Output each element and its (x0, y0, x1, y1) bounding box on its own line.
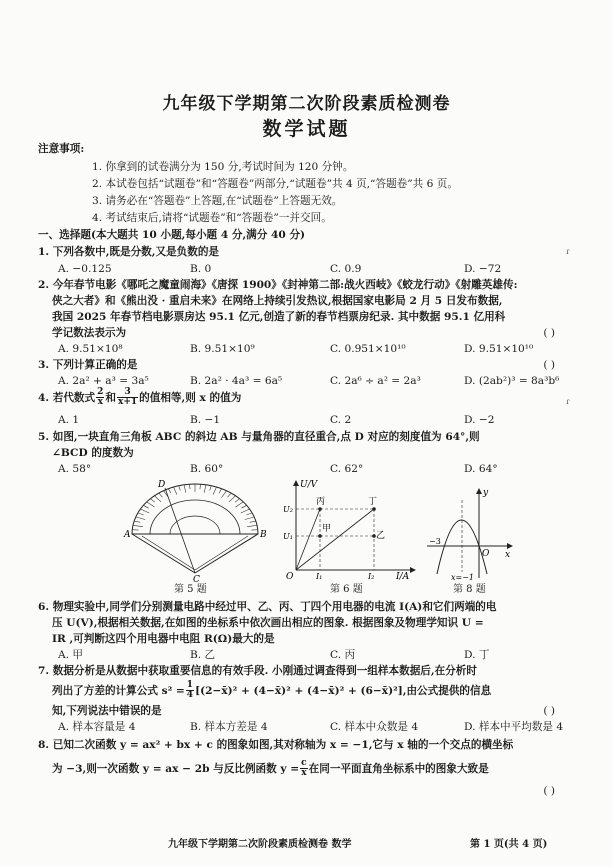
option-a: A. 58° (58, 463, 92, 475)
fraction (117, 388, 138, 408)
protractor-tick (184, 485, 186, 493)
protractor-tick (168, 489, 171, 494)
question-4-stem (38, 388, 241, 408)
option-d: D. −2 (464, 414, 495, 426)
option-b: B. 乙 (190, 649, 216, 661)
option-c: C. 0.9 (330, 263, 362, 275)
question-8-line (52, 759, 489, 779)
page-title: 九年级下学期第二次阶段素质检测卷 (162, 94, 451, 114)
option-d: D. 丁 (464, 649, 490, 661)
variance-formula: [(2−x̄)² + (4−x̄)² + (4−x̄)² + (6−x̄)²] (195, 684, 403, 697)
protractor-tick (221, 491, 226, 498)
q4-text: 和 (105, 391, 116, 404)
protractor-tick (246, 513, 252, 515)
denominator: x+1 (117, 397, 138, 408)
u1-label: U₁ (283, 532, 293, 541)
question-6-line: 6. 物理实验中,同学们分别测量电路中经过甲、乙、丙、丁四个用电器的电流 I(A)和它们两端的电 (38, 601, 497, 613)
protractor-tick (200, 484, 201, 489)
option-c: C. 2 (330, 414, 352, 426)
notice-item: 2. 本试卷包括“试题卷”和“答题卷”两部分,“试题卷”共 4 页,“答题卷”共 6 页。 (92, 178, 458, 190)
fraction (300, 759, 307, 779)
option-c: C. 0.951×10¹⁰ (330, 343, 406, 355)
protractor-tick (245, 517, 254, 520)
q4-text: 4. 若代数式 (38, 391, 96, 404)
protractor-tick (179, 486, 181, 491)
numerator: 2 (97, 387, 104, 397)
question-6-line: 压 U(V),根据相关数据,在如图的坐标系中依次画出相应的图象. 根据图象及物理学知识 U = (52, 617, 484, 629)
option-a: A. 1 (58, 414, 80, 426)
option-b: B. 9.51×10⁹ (190, 343, 255, 355)
protractor-tick (241, 509, 250, 513)
label-jia: 甲 (322, 524, 332, 534)
q7-text: ,由公式提供的信息 (402, 684, 492, 697)
option-d: D. 9.51×10¹⁰ (464, 343, 534, 355)
protractor-tick (143, 505, 148, 508)
q4-text: 的值相等,则 x 的值为 (139, 391, 242, 404)
question-2-line: 2. 今年春节电影《哪吒之魔童闹海》《唐探 1900》《封神第二部:战火西岐》《蛟龙行动》《射雕英雄传: (38, 279, 518, 291)
option-a: A. 9.51×10⁸ (58, 343, 123, 355)
figure-6-ui-graph (282, 478, 417, 580)
option-b: B. 2a² · 4a³ = 6a⁵ (190, 375, 283, 387)
figure-8-parabola (425, 486, 515, 580)
figure-8-caption: 第 8 题 (453, 584, 486, 595)
question-5-line: 5. 如图,一块直角三角板 ABC 的斜边 AB 与量角器的直径重合,点 D 对应的刻度值为 64°,则 (38, 431, 480, 443)
q8-text: 为 −3,则一次函数 y = ax − 2b 与反比例函数 y = (52, 762, 300, 775)
figure-5-caption: 第 5 题 (174, 584, 207, 595)
numerator: c (301, 758, 307, 768)
page-subtitle: 数学试题 (262, 118, 351, 140)
page-number: 第 1 页(共 4 页) (470, 839, 548, 850)
question-7-formula-line (52, 681, 491, 701)
pen-mark: ɾ (566, 397, 570, 406)
option-c: C. 2a⁶ ÷ a² = 2a³ (330, 375, 421, 387)
pen-mark: ɾ (566, 247, 570, 256)
protractor-tick (190, 484, 191, 489)
answer-paren[interactable]: ( ) (543, 785, 555, 797)
option-a: A. 样本容量是 4 (58, 721, 136, 733)
option-c: C. 62° (330, 463, 364, 475)
option-d: D. 样本中平均数是 4 (464, 721, 564, 733)
axis-label: x=−1 (451, 573, 475, 580)
option-a: A. 2a² + a³ = 3a⁵ (58, 375, 149, 387)
option-c: C. 丙 (330, 649, 356, 661)
option-b: B. −1 (190, 414, 221, 426)
question-3-stem: 3. 下列计算正确的是 (38, 359, 138, 371)
notice-item: 4. 考试结束后,请将“试题卷”和“答题卷”一并交回。 (92, 212, 332, 224)
y-label: y (483, 488, 489, 498)
i1-label: I₁ (316, 572, 323, 580)
fraction (96, 388, 104, 408)
protractor-tick (250, 521, 256, 522)
protractor-tick (228, 493, 232, 497)
notice-item: 1. 你拿到的试卷满分为 150 分,考试时间为 120 分钟。 (92, 161, 354, 173)
x-axis-label: I/A (396, 572, 410, 580)
origin-label: O (482, 549, 490, 559)
protractor-tick (159, 493, 163, 497)
numerator: 1 (186, 680, 194, 690)
protractor-tick (136, 517, 145, 520)
protractor-tick (133, 525, 143, 526)
label-c: C (193, 575, 200, 583)
protractor-tick (150, 499, 154, 503)
protractor-tick (210, 486, 212, 491)
question-8-line: 8. 已知二次函数 y = ax² + bx + c 的图象如图,其对称轴为 x = −1,它与 x 轴的一个交点的横坐标 (38, 739, 514, 751)
question-1-stem: 1. 下列各数中,既是分数,又是负数的是 (38, 246, 220, 258)
label-a: A (124, 530, 131, 540)
protractor-tick (140, 509, 149, 513)
label-d: D (158, 480, 166, 490)
protractor-tick (204, 485, 206, 493)
footer-title: 九年级下学期第二次阶段素质检测卷 数学 (168, 839, 352, 850)
question-2-line: 侠之大者》和《熊出没 · 重启未来》在网络上持续引发热议,根据国家电影局 2 月 5 日发布数据, (52, 295, 503, 307)
protractor-tick (138, 513, 144, 515)
protractor-tick (213, 487, 216, 495)
question-2-line: 学记数法表示为 (52, 327, 127, 339)
answer-paren[interactable]: ( ) (543, 327, 555, 339)
notice-item: 3. 请务必在“答题卷”上答题,在“试题卷”上答题无效。 (92, 195, 343, 207)
protractor-tick (236, 502, 244, 507)
option-a: A. 甲 (58, 649, 83, 661)
option-b: B. 0 (190, 263, 212, 275)
denominator: 4 (186, 690, 194, 701)
protractor-tick (219, 489, 222, 494)
question-5-line: ∠BCD 的度数为 (52, 447, 134, 459)
i2-label: I₂ (368, 572, 375, 580)
option-b: B. 样本方差是 4 (190, 721, 268, 733)
option-d: D. −72 (464, 263, 502, 275)
q8-text: 在同一平面直角坐标系中的图象大致是 (308, 762, 489, 775)
label-yi: 乙 (376, 531, 386, 541)
option-b: B. 60° (190, 463, 224, 475)
denominator: x (97, 397, 103, 408)
question-6-line: IR ,可判断这四个用电器中电阻 R(Ω)最大的是 (52, 633, 275, 645)
notice-heading: 注意事项: (38, 143, 85, 155)
u2-label: U₂ (283, 505, 293, 514)
protractor-tick (229, 496, 235, 502)
neg3-label: −3 (429, 537, 441, 546)
q7-text: 列出了方差的计算公式 s² = (52, 684, 185, 697)
protractor-tick (241, 505, 246, 508)
figure-5-protractor (120, 478, 270, 583)
answer-paren[interactable]: ( ) (543, 359, 555, 371)
origin-label: O (286, 572, 294, 580)
protractor-tick (155, 496, 161, 502)
protractor-tick (235, 499, 239, 503)
figure-6-caption: 第 6 题 (330, 584, 363, 595)
protractor-tick (134, 521, 140, 522)
question-7-line: 知,下列说法中错误的是 (52, 705, 162, 717)
label-bing: 丙 (316, 497, 326, 507)
denominator: x (301, 768, 307, 779)
protractor-tick (147, 502, 155, 507)
question-7-line: 7. 数据分析是从数据中获取重要信息的有效手段. 小刚通过调查得到一组样本数据后,在分析时 (38, 665, 477, 677)
answer-paren[interactable]: ( ) (543, 705, 555, 717)
x-label: x (505, 550, 511, 560)
option-d: D. 64° (464, 463, 498, 475)
section-heading: 一、选择题(本大题共 10 小题,每小题 4 分,满分 40 分) (38, 229, 306, 241)
label-ding: 丁 (368, 497, 378, 507)
question-2-line: 我国 2025 年春节档电影票房达 95.1 亿元,创造了新的春节档票房纪录. 其中数据 95.1 亿用科 (52, 311, 506, 323)
option-c: C. 样本中众数是 4 (330, 721, 419, 733)
numerator: 3 (117, 388, 138, 398)
option-d: D. (2ab²)³ = 8a³b⁶ (464, 375, 560, 387)
protractor-tick (173, 487, 176, 495)
y-axis-label: U/V (300, 480, 318, 490)
protractor-tick (247, 525, 257, 526)
label-b: B (260, 530, 267, 540)
option-a: A. −0.125 (58, 263, 112, 275)
fraction (186, 681, 194, 701)
